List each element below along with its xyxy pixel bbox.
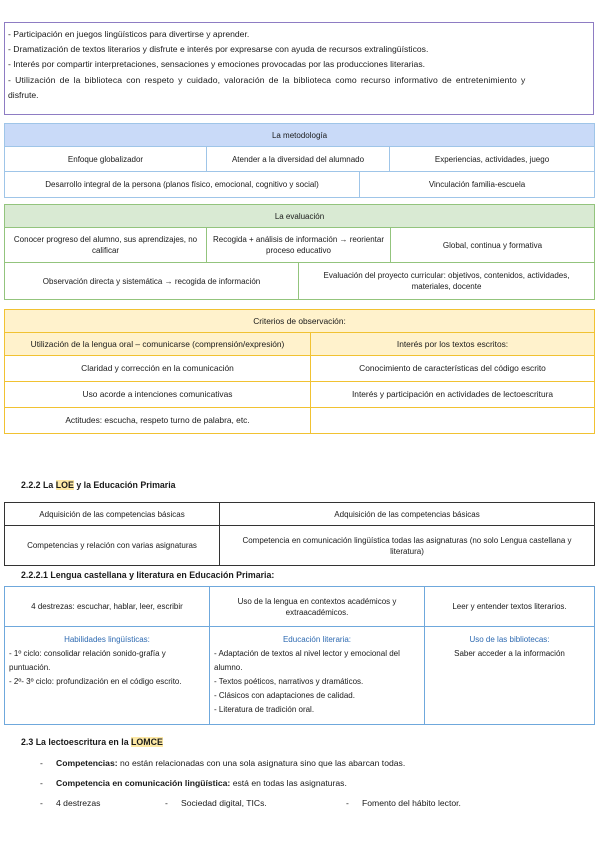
loe-header: Adquisición de las competencias básicas [5,503,220,526]
bullet-dash: - [40,798,43,808]
methodology-cell: Desarrollo integral de la persona (planos físico, emocional, cognitivo y social) [5,172,360,198]
bullet-dash: - [165,798,168,808]
highlight-loe: LOE [55,480,74,490]
bullet-text: está en todas las asignaturas. [232,778,347,788]
methodology-cell: Enfoque globalizador [5,147,207,172]
criteria-col-header: Utilización de la lengua oral – comunicarse (comprensión/expresión) [5,333,311,356]
section-text: La lectoescritura en la [35,737,129,747]
section-number: 2.3 [21,737,34,747]
methodology-table [4,123,595,198]
methodology-cell: Vinculación familia-escuela [360,172,595,198]
loe-table [4,502,595,566]
methodology-cell: Experiencias, actividades, juego [390,147,595,172]
bullet-dash: - [346,798,349,808]
methodology-cell: Atender a la diversidad del alumnado [207,147,390,172]
list-item: - Adaptación de textos al nivel lector y emocional del alumno. [214,649,400,672]
lengua-col-bibliotecas [425,627,595,725]
section-text: Lengua castellana y literatura en Educación Primaria: [50,570,275,580]
section-heading-23 [21,737,163,747]
list-item: - Clásicos con adaptaciones de calidad. [214,691,355,700]
objective-line: - Participación en juegos lingüísticos para divertirse y aprender. [8,29,250,39]
bullet-competencia-comunicacion [40,778,347,788]
loe-header: Adquisición de las competencias básicas [220,503,595,526]
loe-cell: Competencia en comunicación lingüística todas las asignaturas (no solo Lengua castellana y literatura) [220,526,595,566]
literaria-title: Educación literaria: [282,635,352,644]
criteria-cell: Claridad y corrección en la comunicación [5,356,311,382]
evaluation-cell: Global, continua y formativa [391,228,595,263]
objective-line: - Dramatización de textos literarios y disfrute e interés por expresarse con ayuda de recursos extralingüísticos. [8,44,429,55]
criteria-cell: Interés y participación en actividades de lectoescritura [311,382,595,408]
section-text: y la Educación Primaria [76,480,176,490]
criteria-cell: Conocimiento de características del código escrito [311,356,595,382]
objective-line: - Utilización de la biblioteca con respeto y cuidado, valoración de la biblioteca como recurso informativo de entretenimiento y [8,74,526,85]
section-text: La [43,480,54,490]
criteria-col-header: Interés por los textos escritos: [311,333,595,356]
list-item: - Textos poéticos, narrativos y dramáticos. [214,677,364,686]
bullet-text: Sociedad digital, TICs. [181,798,267,808]
evaluation-table [4,204,595,300]
lengua-table [4,586,595,725]
bullet-bold: Competencia en comunicación lingüística: [56,778,231,788]
bibliotecas-title: Uso de las bibliotecas: [469,635,550,644]
objective-line: disfrute. [8,89,39,100]
habilidades-title: Habilidades lingüísticas: [64,635,150,644]
criteria-cell [311,408,595,434]
section-heading-222 [21,480,176,490]
criteria-cell: Uso acorde a intenciones comunicativas [5,382,311,408]
list-item: - 1º ciclo: consolidar relación sonido-grafía y puntuación. [9,649,166,672]
highlight-lomce: LOMCE [131,737,163,747]
evaluation-cell: Observación directa y sistemática → recogida de información [5,263,299,300]
section-heading-2221 [21,570,274,580]
bullet-text: no están relacionadas con una sola asignatura sino que las abarcan todas. [120,758,406,768]
bullet-bold: Competencias: [56,758,118,768]
criteria-title: Criterios de observación: [5,310,595,333]
evaluation-cell: Conocer progreso del alumno, sus aprendizajes, no calificar [5,228,207,263]
bullet-dash: - [40,778,43,788]
bullet-text: Fomento del hábito lector. [362,798,461,808]
evaluation-cell: Recogida + análisis de información → reorientar proceso educativo [207,228,391,263]
bullet-row-3 [40,798,560,812]
bullet-competencias [40,758,406,768]
evaluation-cell: Evaluación del proyecto curricular: objetivos, contenidos, actividades, materiales, docente [299,263,595,300]
bullet-dash: - [40,758,43,768]
list-item: - Literatura de tradición oral. [214,705,315,714]
lengua-top-cell: 4 destrezas: escuchar, hablar, leer, escribir [5,587,210,627]
methodology-title: La metodología [5,124,595,147]
section-number: 2.2.2.1 [21,570,48,580]
list-item: Saber acceder a la información [454,649,565,658]
objectives-box [4,22,594,115]
criteria-cell: Actitudes: escucha, respeto turno de palabra, etc. [5,408,311,434]
loe-cell: Competencias y relación con varias asignaturas [5,526,220,566]
section-number: 2.2.2 [21,480,41,490]
lengua-top-cell: Uso de la lengua en contextos académicos y extraacadémicos. [210,587,425,627]
list-item: - 2º- 3º ciclo: profundización en el código escrito. [9,677,182,686]
lengua-top-cell: Leer y entender textos literarios. [425,587,595,627]
evaluation-title: La evaluación [5,205,595,228]
objective-line: - Interés por compartir interpretaciones, sensaciones y emociones provocadas por las producciones literarias. [8,59,425,70]
bullet-text: 4 destrezas [56,798,101,808]
lengua-col-literaria [210,627,425,725]
lengua-col-habilidades [5,627,210,725]
criteria-table [4,309,595,434]
